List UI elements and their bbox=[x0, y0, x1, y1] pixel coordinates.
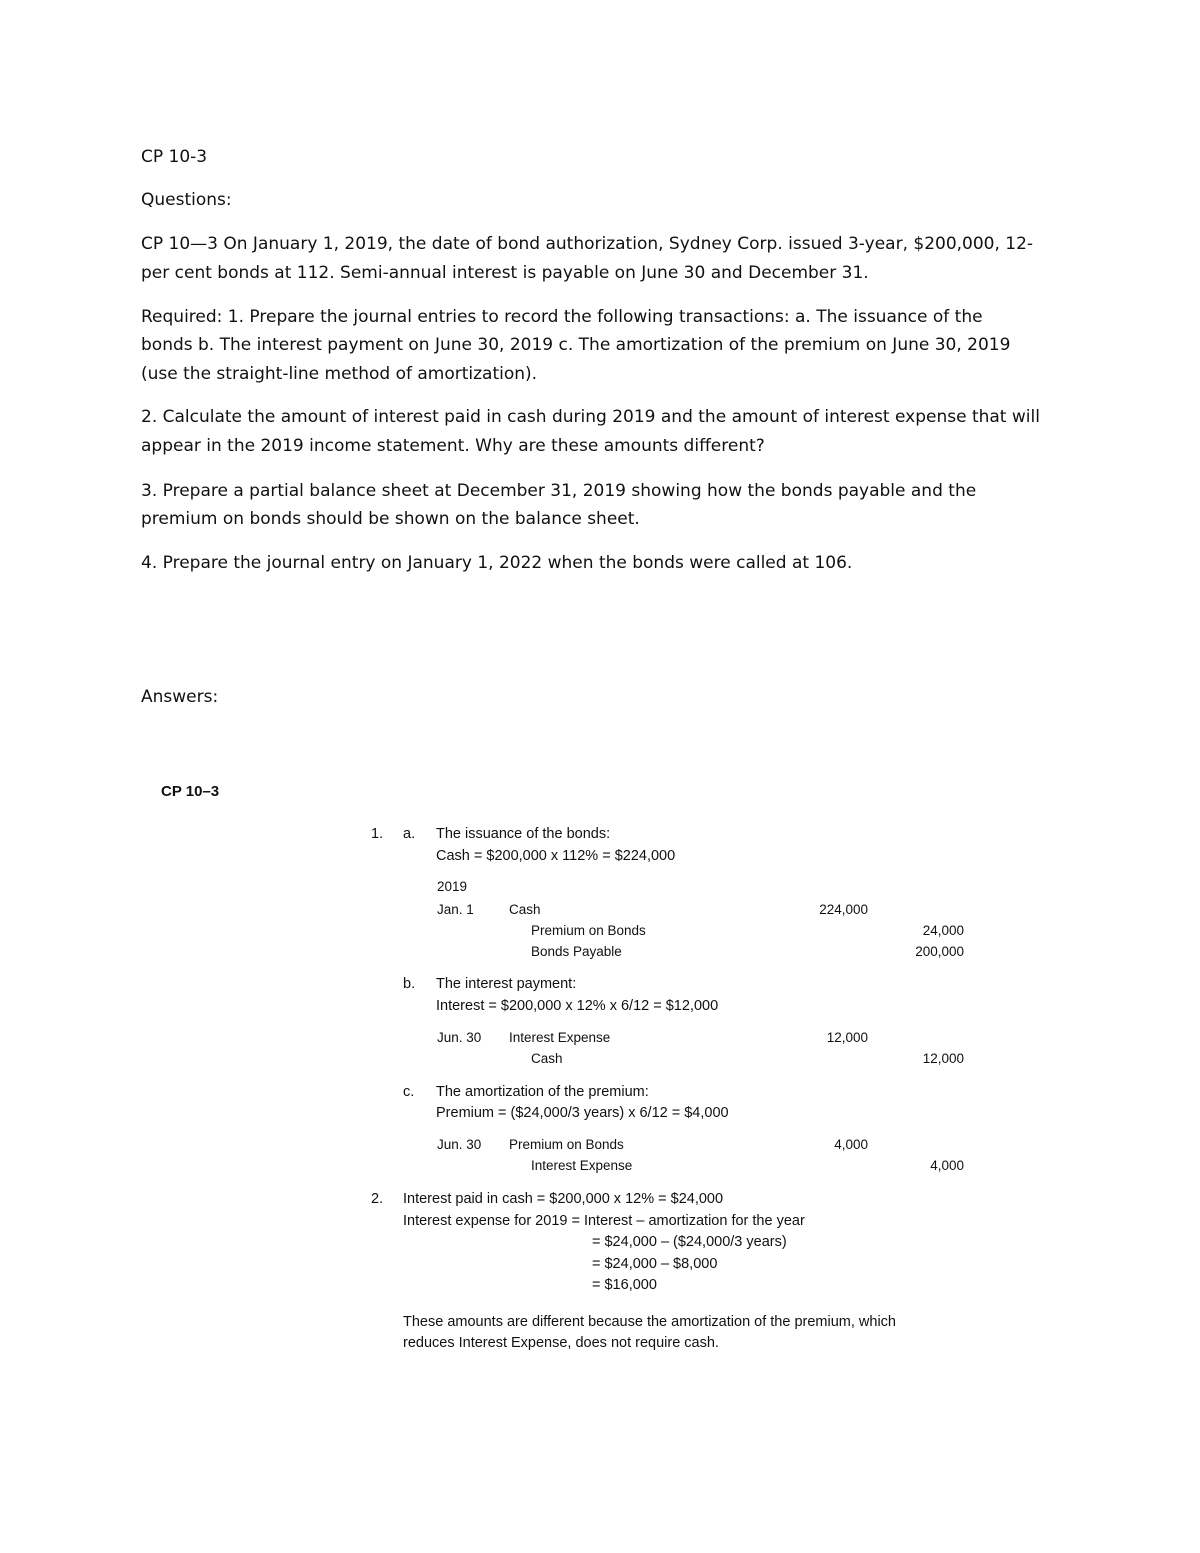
debit-amount: 12,000 bbox=[826, 1030, 868, 1045]
calculation-text: Interest paid in cash = $200,000 x 12% = $24,000 bbox=[403, 1191, 724, 1207]
journal-account: Interest Expense bbox=[509, 1030, 611, 1045]
question-line: 4. Prepare the journal entry on January 1, 2022 when the bonds were called at 106. bbox=[141, 553, 853, 573]
journal-account: Premium on Bonds bbox=[509, 1137, 624, 1152]
calculation-text: Interest = $200,000 x 12% x 6/12 = $12,000 bbox=[436, 998, 719, 1014]
journal-account: Premium on Bonds bbox=[531, 923, 646, 938]
question-line: bonds b. The interest payment on June 30, 2019 c. The amortization of the premium on June 30, 2019 bbox=[141, 335, 1011, 355]
question-line: 2. Calculate the amount of interest paid in cash during 2019 and the amount of interest expense that will bbox=[141, 407, 1040, 427]
questions-label: Questions: bbox=[141, 190, 232, 210]
question-line: appear in the 2019 income statement. Why are these amounts different? bbox=[141, 436, 765, 456]
question-line: CP 10—3 On January 1, 2019, the date of bond authorization, Sydney Corp. issued 3-year, $200,000, 12- bbox=[141, 234, 1034, 254]
credit-amount: 12,000 bbox=[922, 1051, 964, 1066]
credit-amount: 24,000 bbox=[922, 923, 964, 938]
debit-amount: 224,000 bbox=[819, 902, 868, 917]
answer-heading: CP 10–3 bbox=[161, 783, 220, 800]
explanation-text: These amounts are different because the amortization of the premium, which bbox=[403, 1314, 896, 1330]
doc-title: CP 10-3 bbox=[141, 147, 208, 167]
journal-account: Interest Expense bbox=[531, 1158, 633, 1173]
question-line: premium on bonds should be shown on the balance sheet. bbox=[141, 509, 640, 529]
debit-amount: 4,000 bbox=[834, 1137, 868, 1152]
journal-account: Bonds Payable bbox=[531, 944, 622, 959]
step-text: The issuance of the bonds: bbox=[436, 826, 611, 842]
calculation-text: = $24,000 – $8,000 bbox=[592, 1256, 718, 1272]
journal-date: Jun. 30 bbox=[437, 1030, 482, 1045]
sub-label: a. bbox=[403, 826, 416, 842]
credit-amount: 4,000 bbox=[930, 1158, 964, 1173]
journal-date: Jun. 30 bbox=[437, 1137, 482, 1152]
calculation-text: = $16,000 bbox=[592, 1277, 657, 1293]
journal-account: Cash bbox=[509, 902, 541, 917]
sub-label: c. bbox=[403, 1084, 415, 1100]
step-text: The interest payment: bbox=[436, 976, 577, 992]
answers-label: Answers: bbox=[141, 687, 219, 707]
calculation-text: = $24,000 – ($24,000/3 years) bbox=[592, 1234, 787, 1250]
part-number: 1. bbox=[371, 826, 384, 842]
sub-label: b. bbox=[403, 976, 416, 992]
journal-year: 2019 bbox=[437, 879, 468, 894]
part-number: 2. bbox=[371, 1191, 384, 1207]
credit-amount: 200,000 bbox=[915, 944, 964, 959]
question-line: Required: 1. Prepare the journal entries to record the following transactions: a. The issuance of the bbox=[141, 307, 983, 327]
calculation-text: Interest expense for 2019 = Interest – amortization for the year bbox=[403, 1213, 805, 1229]
calculation-text: Cash = $200,000 x 112% = $224,000 bbox=[436, 848, 676, 864]
question-line: per cent bonds at 112. Semi-annual interest is payable on June 30 and December 31. bbox=[141, 263, 869, 283]
question-line: (use the straight-line method of amortization). bbox=[141, 364, 538, 384]
explanation-text: reduces Interest Expense, does not require cash. bbox=[403, 1335, 719, 1351]
journal-date: Jan. 1 bbox=[437, 902, 474, 917]
calculation-text: Premium = ($24,000/3 years) x 6/12 = $4,000 bbox=[436, 1105, 729, 1121]
question-line: 3. Prepare a partial balance sheet at December 31, 2019 showing how the bonds payable and the bbox=[141, 481, 977, 501]
step-text: The amortization of the premium: bbox=[436, 1084, 649, 1100]
journal-account: Cash bbox=[531, 1051, 563, 1066]
